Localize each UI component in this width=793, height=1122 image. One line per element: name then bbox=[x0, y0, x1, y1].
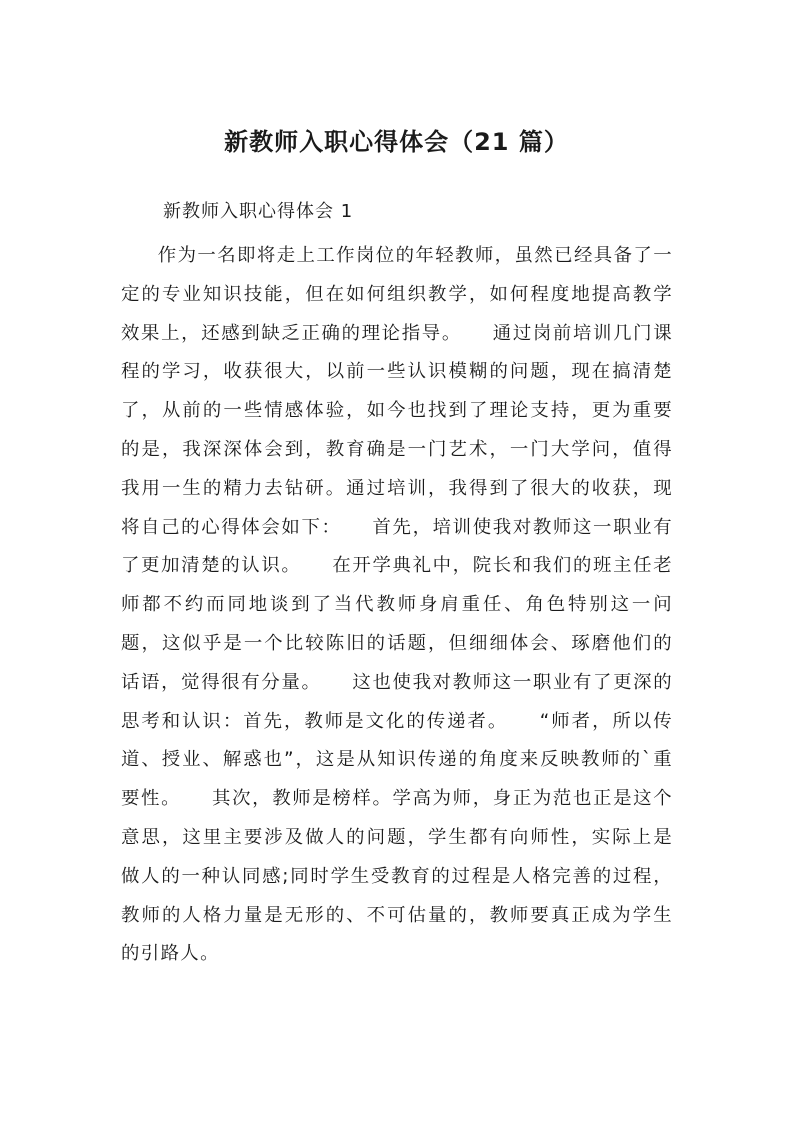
document-title: 新教师入职心得体会（21 篇） bbox=[224, 128, 569, 156]
body-paragraph: 作为一名即将走上工作岗位的年轻教师，虽然已经具备了一定的专业知识技能，但在如何组织教学，如何程度地提高教学效果上，还感到缺乏正确的理论指导。 通过岗前培训几门课程的学习，收获很大，以前一些认识模糊的问题，现在搞清楚了，从前的一些情感体验，如今也找到了理论支持，更为重要的是，我深深体会到，教育确是一门艺术，一门大学问，值得我用一生的精力去钻研。通过培训，我得到了很大的收获，现将自己的心得体会如下： 首先，培训使我对教师这一职业有了更加清楚的认识。 在开学典礼中，院长和我们的班主任老师都不约而同地谈到了当代教师身肩重任、角色特别这一问题，这似乎是一个比较陈旧的话题，但细细体会、琢磨他们的话语，觉得很有分量。 这也使我对教师这一职业有了更深的思考和认识：首先，教师是文化的传递者。 “师者，所以传道、授业、解惑也”，这是从知识传递的角度来反映教师的`重要性。 其次，教师是榜样。学高为师，身正为范也正是这个意思，这里主要涉及做人的问题，学生都有向师性，实际上是做人的一种认同感;同时学生受教育的过程是人格完善的过程，教师的人格力量是无形的、不可估量的，教师要真正成为学生的引路人。 bbox=[121, 245, 673, 965]
section-heading: 新教师入职心得体会 1 bbox=[163, 201, 354, 222]
